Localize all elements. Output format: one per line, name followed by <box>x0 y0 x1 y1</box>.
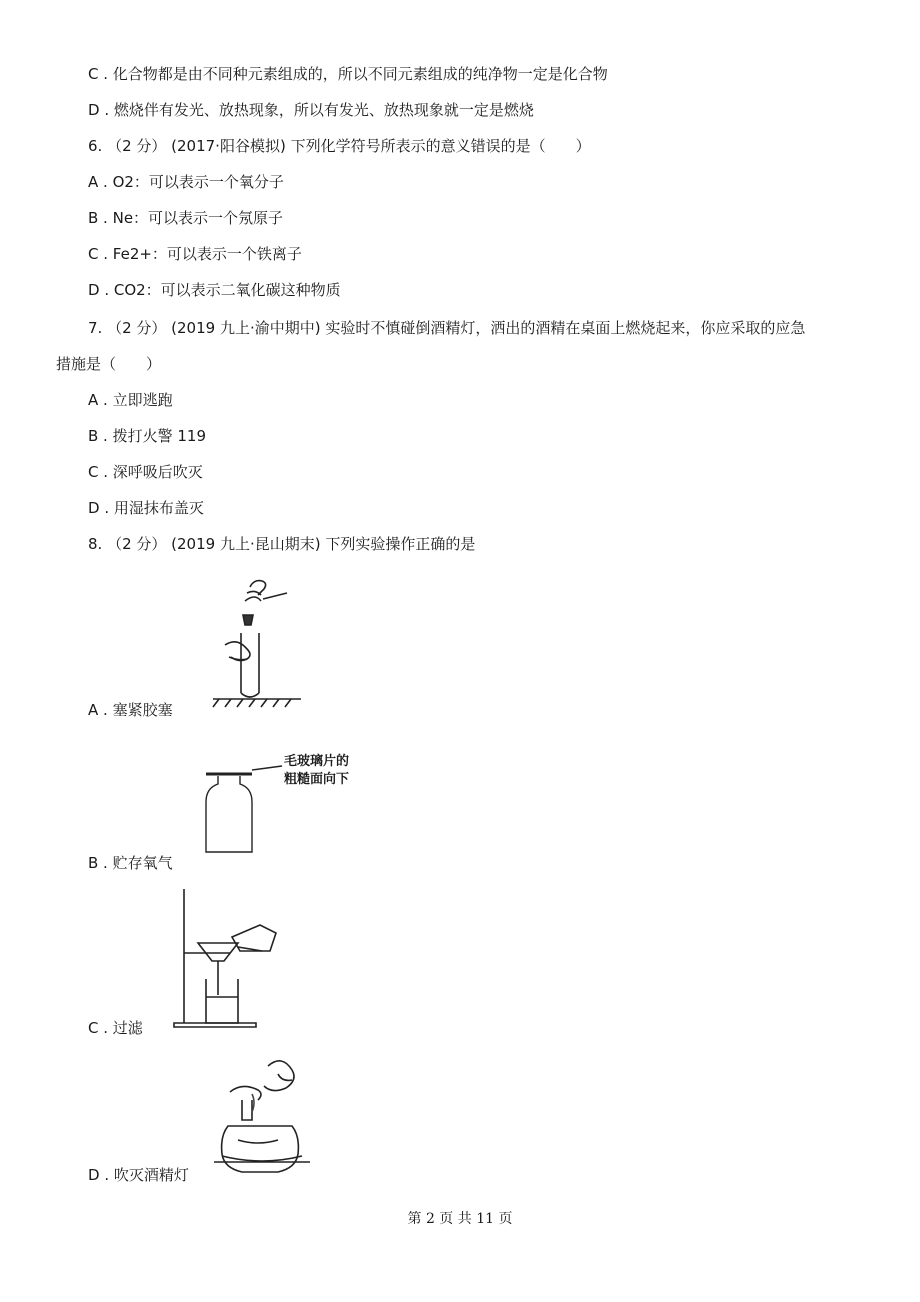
question-7: 7. （2 分） (2019 九上·渝中期中) 实验时不慎碰倒酒精灯，洒出的酒精在桌面上燃烧起来，你应采取的应急 <box>88 319 806 337</box>
figure-gas-bottle <box>200 748 360 860</box>
figure-filtration <box>170 885 290 1030</box>
question-7-cont: 措施是（ ） <box>56 355 162 373</box>
option-c-q6: C . Fe2+：可以表示一个铁离子 <box>88 245 302 263</box>
option-c-q7: C . 深呼吸后吹灭 <box>88 463 203 481</box>
option-d-q7: D . 用湿抹布盖灭 <box>88 499 204 517</box>
option-a-q8: A . 塞紧胶塞 <box>88 701 173 719</box>
option-a-q7: A . 立即逃跑 <box>88 391 173 409</box>
page-footer: 第 2 页 共 11 页 <box>407 1211 513 1227</box>
figure-stopper-tube <box>205 575 305 710</box>
option-b-q8: B . 贮存氧气 <box>88 854 173 872</box>
question-6: 6. （2 分） (2017·阳谷模拟) 下列化学符号所表示的意义错误的是（ ） <box>88 137 591 155</box>
bottle-label-line1: 毛玻璃片的 <box>284 754 350 769</box>
option-b-q6: B . Ne：可以表示一个氖原子 <box>88 209 284 227</box>
option-d-q5: D . 燃烧伴有发光、放热现象，所以有发光、放热现象就一定是燃烧 <box>88 101 534 119</box>
question-8: 8. （2 分） (2019 九上·昆山期末) 下列实验操作正确的是 <box>88 535 476 553</box>
option-c-q5: C . 化合物都是由不同种元素组成的，所以不同元素组成的纯净物一定是化合物 <box>88 65 608 83</box>
option-b-q7: B . 拨打火警 119 <box>88 427 206 445</box>
bottle-label-line2: 粗糙面向下 <box>284 772 350 787</box>
option-c-q8: C . 过滤 <box>88 1019 143 1037</box>
option-a-q6: A . O2：可以表示一个氧分子 <box>88 173 284 191</box>
option-d-q8: D . 吹灭酒精灯 <box>88 1166 189 1184</box>
figure-alcohol-lamp <box>208 1052 328 1182</box>
option-d-q6: D . CO2：可以表示二氧化碳这种物质 <box>88 281 341 299</box>
